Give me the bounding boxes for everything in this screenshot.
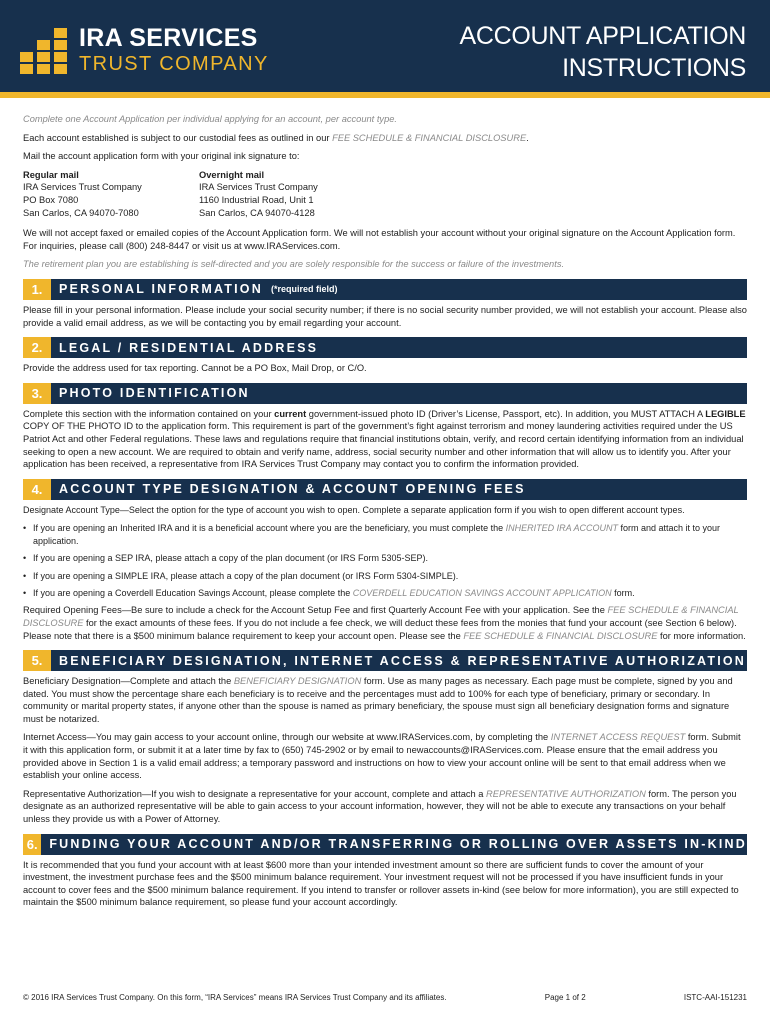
document-title-line-2: INSTRUCTIONS [562,54,746,82]
emphasis: LEGIBLE [705,408,746,419]
section-title: BENEFICIARY DESIGNATION, INTERNET ACCESS & REPRESENTATIVE AUTHORIZATION [59,653,747,668]
header-accent-stripe [0,92,770,98]
address-line: IRA Services Trust Company [199,182,318,193]
address-line: 1160 Industrial Road, Unit 1 [199,194,314,205]
text: form. Submit it with this application form, or submit it at a later time by fax to (650) 745-2902 or by email to newaccounts@IRAServices.com. Please ensure that the email address you provided above in Section 1 is a valid email address; a temporary password and instructions on how to view your account online will be sent to that email address when we establish your online access. [23,732,741,781]
document-title [460,20,747,84]
list-item [23,587,747,599]
coverdell-application-link[interactable]: COVERDELL EDUCATION SAVINGS ACCOUNT APPLICATION [352,587,612,598]
list-item: • If you are opening a SIMPLE IRA, please attach a copy of the plan document (or IRS Form 5304-SIMPLE). [23,570,747,582]
text: form. Use as many pages as necessary. Each page must be complete, signed by you and dated. You must show the percentage share each beneficiary is to receive and the percentages must add to 100% for each type of beneficiary, primary or secondary. In community or marital property states, if anyone other than the spouse is named as primary beneficiary, the spouse must sign all beneficiary designation forms and signature must be notarized. [23,676,733,724]
section-2-header [23,337,747,358]
section-number: 3. [23,383,51,404]
section-number: 5. [23,650,51,671]
regular-mail-address [23,169,199,219]
copyright-text: © 2016 IRA Services Trust Company. On this form, “IRA Services” means IRA Services Trust Company and its affiliates. [23,993,447,1002]
intro-line-2 [23,132,747,145]
text: Representative Authorization—If you wish to designate a representative for your account, complete and attach a [23,788,487,799]
intro-text: Each account established is subject to our custodial fees as outlined in our [23,132,333,143]
fee-schedule-link[interactable]: FEE SCHEDULE & FINANCIAL DISCLOSURE [23,605,739,628]
section-number: 6. [23,834,41,855]
section-3-body [23,408,747,471]
section-title: PHOTO IDENTIFICATION [59,386,250,401]
internet-access-body [23,731,747,781]
inherited-ira-link[interactable]: INHERITED IRA ACCOUNT [505,523,618,534]
section-title: LEGAL / RESIDENTIAL ADDRESS [59,340,319,355]
section-1-header [23,279,747,300]
representative-authorization-body [23,788,747,826]
text: form and attach it to your application. [33,523,721,546]
page-number: Page 1 of 2 [544,993,586,1002]
self-directed-disclaimer: The retirement plan you are establishing is self-directed and you are solely responsible for the success or failure of the investments. [23,259,565,270]
address-line: San Carlos, CA 94070-7080 [23,207,139,218]
address-line: IRA Services Trust Company [23,182,142,193]
section-title: ACCOUNT TYPE DESIGNATION & ACCOUNT OPENING FEES [59,482,526,497]
signature-notice: We will not accept faxed or emailed copies of the Account Application form. We will not establish your account without your original signature on the Account Application form. For inquiries, please call (800) 248-8447 or visit us at www.IRAServices.com. [23,228,736,251]
emphasis: current [274,408,307,419]
section-1-body: Please fill in your personal information. Please include your social security number; if there is no social security number provided, we will not establish your account. Please also provide a valid email address, as we will be contacting you by email regarding your account. [23,304,747,328]
section-5-header [23,650,747,671]
regular-mail-heading: Regular mail [23,169,79,180]
section-number: 1. [23,279,51,300]
section-number: 2. [23,337,51,358]
section-6-body: It is recommended that you fund your account with at least $600 more than your intended investment amount so there are sufficient funds to cover the amount of your investment, the investment purchase fees and the $500 minimum balance requirement. Your investment request will not be processed if you have insufficient funds in your account to cover fees and the $500 minimum balance requirement. If you intend to transfer or rollover assets in-kind (see below for more information), you are still expected to maintain the $500 minimum balance requirement, so please fund your account accordingly. [23,859,739,908]
required-field-note: (*required field) [270,284,338,295]
section-2-body: Provide the address used for tax reporting. Cannot be a PO Box, Mail Drop, or C/O. [23,363,367,374]
internet-access-request-link[interactable]: INTERNET ACCESS REQUEST [550,732,686,743]
fee-schedule-link[interactable]: FEE SCHEDULE & FINANCIAL DISCLOSURE [463,630,658,641]
text: form. [611,587,635,598]
text: Required Opening Fees—Be sure to include a check for the Account Setup Fee and first Quarterly Account Fee with your application. See the [23,605,608,616]
representative-authorization-link[interactable]: REPRESENTATIVE AUTHORIZATION [486,788,646,799]
logo-name: IRA SERVICES [79,24,258,52]
beneficiary-designation-link[interactable]: BENEFICIARY DESIGNATION [233,676,362,687]
text: Complete this section with the information contained on your [23,408,275,419]
opening-fees-body [23,604,747,642]
section-6-header [23,834,747,855]
fee-schedule-link[interactable]: FEE SCHEDULE & FINANCIAL DISCLOSURE [332,132,527,143]
intro-text-end: . [526,132,529,143]
document-title-line-1: ACCOUNT APPLICATION [459,22,746,50]
page-header [0,0,770,92]
mail-instruction: Mail the account application form with your original ink signature to: [23,151,300,162]
section-title: PERSONAL INFORMATION [59,282,263,297]
text: If you are opening a Coverdell Education Savings Account, please complete the [33,587,353,598]
address-line: San Carlos, CA 94070-4128 [199,207,315,218]
beneficiary-designation-body [23,675,747,725]
text: government-issued photo ID (Driver’s License, Passport, etc). In addition, you MUST ATTACH A [306,408,706,419]
page-footer [23,993,747,1002]
account-type-list [23,522,747,599]
text: COPY OF THE PHOTO ID to the application form. This requirement is part of the government’s fight against terrorism and money laundering activities required under the US Patriot Act and other Federal regulations. These laws and regulations require that financial institutions obtain, verify, and record certain identifying information from an individual seeking to open a new account. We are required to obtain and verify name, address, social security number and other information that will allow us to identify you. After your application has been received, a representative from IRA Services Trust Company may contact you to confirm the information provided. [23,421,744,470]
text: Beneficiary Designation—Complete and attach the [23,676,234,687]
overnight-mail-heading: Overnight mail [199,169,265,180]
section-number: 4. [23,479,51,500]
text: for more information. [657,630,746,641]
mailing-addresses [23,169,747,219]
logo-subtitle: TRUST COMPANY [79,53,269,75]
text: for the exact amounts of these fees. If you do not include a fee check, we will deduct these fees from the monies that fund your account (see Section 6 below). Please note that there is a $500 minimum balance requirement to keep your account open. Please see the [23,617,737,641]
list-item: • If you are opening a SEP IRA, please attach a copy of the plan document (or IRS Form 5305-SEP). [23,552,747,564]
text: Internet Access—You may gain access to your account online, through our website at www.IRAServices.com, by completing the [23,732,551,743]
section-title: FUNDING YOUR ACCOUNT AND/OR TRANSFERRING OR ROLLING OVER ASSETS IN-KIND [49,837,747,852]
document-body [23,113,747,909]
company-logo-icon [20,28,70,74]
address-line: PO Box 7080 [23,194,79,205]
list-item [23,522,747,547]
form-code: ISTC-AAI-151231 [683,993,747,1002]
text: form. The person you designate as an authorized representative will be able to gain access to your account information, however, they will not be able to execute any transactions on your behalf unless they provide us with a Power of Attorney. [23,788,737,825]
section-4-header [23,479,747,500]
intro-line-1: Complete one Account Application per individual applying for an account, per account type. [23,114,397,124]
overnight-mail-address [199,169,375,219]
text: If you are opening an Inherited IRA and it is a beneficial account where you are the beneficiary, you must complete the [33,523,506,534]
account-type-intro: Designate Account Type—Select the option for the type of account you wish to open. Complete a separate application form if you wish to open different account types. [23,504,685,515]
section-3-header [23,383,747,404]
